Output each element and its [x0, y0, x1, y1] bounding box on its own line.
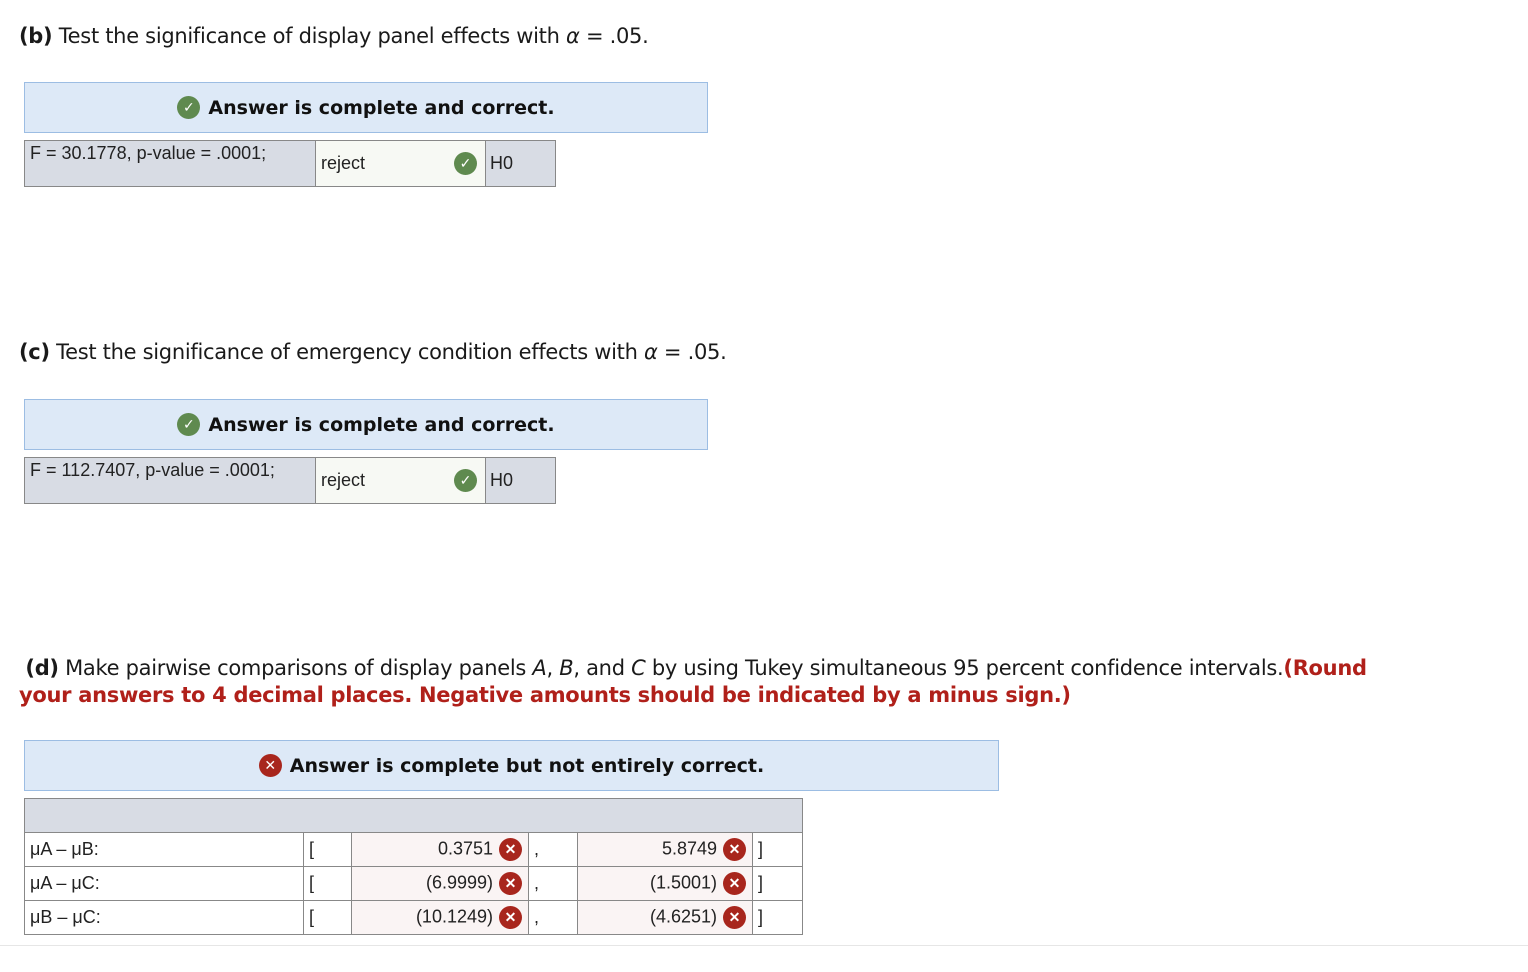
result-banner-correct — [24, 82, 708, 133]
upper-bound-value: (4.6251) — [649, 906, 717, 927]
banner-text: Answer is complete but not entirely correct. — [289, 754, 765, 777]
upper-bound-input[interactable] — [578, 833, 753, 867]
lower-bound-value: 0.3751 — [437, 838, 493, 859]
lower-bound-input[interactable] — [352, 901, 529, 935]
part-label: (d) — [25, 656, 59, 680]
comparison-label: μA – μB: — [25, 833, 304, 867]
lower-bound-value: (10.1249) — [415, 906, 493, 927]
alpha-symbol: α — [643, 340, 658, 364]
comparison-label: μA – μC: — [25, 867, 304, 901]
question-text: , and — [573, 656, 625, 680]
separator: , — [529, 833, 578, 867]
question-text: Make pairwise comparisons of display panels — [65, 656, 527, 680]
open-bracket: [ — [304, 833, 352, 867]
part-label: (b) — [19, 24, 53, 48]
x-icon: ✕ — [723, 906, 746, 929]
alpha-value: = .05. — [663, 340, 727, 364]
x-icon: ✕ — [499, 872, 522, 895]
table-row — [25, 867, 803, 901]
tukey-intervals-table — [24, 798, 803, 935]
upper-bound-value: (1.5001) — [649, 872, 717, 893]
f-statistic-text: F = 30.1778, p-value = .0001; — [25, 141, 316, 186]
x-icon: ✕ — [723, 838, 746, 861]
comparison-label: μB – μC: — [25, 901, 304, 935]
check-icon: ✓ — [454, 152, 477, 175]
close-bracket: ] — [753, 901, 803, 935]
check-icon: ✓ — [177, 96, 200, 119]
rounding-instruction: (Round your answers to 4 decimal places. Negative amounts should be indicated by a minus sign.) — [19, 656, 1367, 707]
question-text: by using Tukey simultaneous 95 percent confidence intervals. — [651, 656, 1284, 680]
question-text: Test the significance of display panel effects with — [58, 24, 560, 48]
decision-field[interactable] — [316, 141, 486, 186]
hypothesis-label: H0 — [486, 141, 555, 186]
panel-a: A — [532, 656, 547, 680]
decision-value: reject — [321, 470, 366, 490]
check-icon: ✓ — [454, 469, 477, 492]
x-icon: ✕ — [499, 838, 522, 861]
decision-field[interactable] — [316, 458, 486, 503]
alpha-value: = .05. — [585, 24, 649, 48]
x-icon: ✕ — [723, 872, 746, 895]
upper-bound-input[interactable] — [578, 901, 753, 935]
x-icon: ✕ — [499, 906, 522, 929]
check-icon: ✓ — [177, 413, 200, 436]
x-icon: ✕ — [259, 754, 282, 777]
footer-divider — [0, 945, 1528, 946]
result-banner-correct — [24, 399, 708, 450]
result-banner-incorrect — [24, 740, 999, 791]
open-bracket: [ — [304, 901, 352, 935]
close-bracket: ] — [753, 867, 803, 901]
question-b — [19, 24, 648, 48]
part-label: (c) — [19, 340, 50, 364]
decision-value: reject — [321, 153, 366, 173]
open-bracket: [ — [304, 867, 352, 901]
upper-bound-value: 5.8749 — [661, 838, 717, 859]
upper-bound-input[interactable] — [578, 867, 753, 901]
table-header — [25, 799, 803, 833]
lower-bound-value: (6.9999) — [425, 872, 493, 893]
lower-bound-input[interactable] — [352, 833, 529, 867]
banner-text: Answer is complete and correct. — [208, 96, 555, 119]
panel-b: B — [559, 656, 574, 680]
f-statistic-text: F = 112.7407, p-value = .0001; — [25, 458, 316, 503]
answer-row-b — [24, 140, 556, 187]
separator: , — [529, 901, 578, 935]
separator: , — [529, 867, 578, 901]
header-cell — [25, 799, 803, 833]
lower-bound-input[interactable] — [352, 867, 529, 901]
alpha-symbol: α — [566, 24, 580, 48]
question-text: Test the significance of emergency condition effects with — [56, 340, 638, 364]
answer-row-c — [24, 457, 556, 504]
table-row — [25, 901, 803, 935]
question-d: (d) Make pairwise comparisons of display panels A, B, and C by using Tukey simultaneous 95 percent confidence intervals.(Round your answers to 4 decimal places. Negative amounts should be indicated by a minus sign.) — [19, 656, 1367, 707]
banner-text: Answer is complete and correct. — [208, 413, 555, 436]
hypothesis-label: H0 — [486, 458, 555, 503]
table-row — [25, 833, 803, 867]
question-c — [19, 340, 726, 364]
panel-c: C — [631, 656, 646, 680]
close-bracket: ] — [753, 833, 803, 867]
